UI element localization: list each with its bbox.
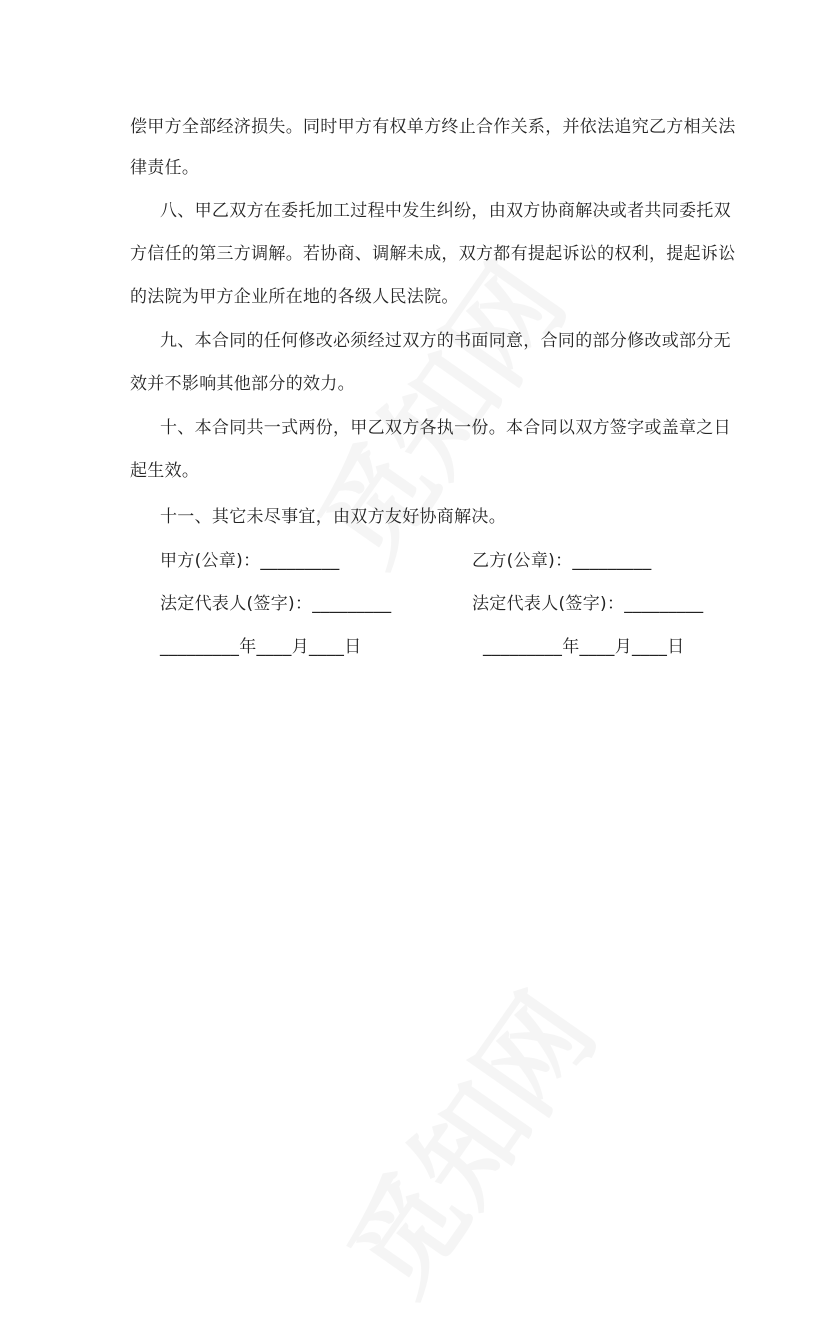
party-b-representative: 法定代表人(签字)：_________: [472, 594, 704, 614]
text-line: 方信任的第三方调解。若协商、调解未成，双方都有提起诉讼的权利，提起诉讼: [130, 244, 736, 264]
party-b-seal: 乙方(公章)：_________: [472, 551, 652, 571]
text-line: 偿甲方全部经济损失。同时甲方有权单方终止合作关系，并依法追究乙方相关法: [130, 117, 736, 137]
clause-8: 八、甲乙双方在委托加工过程中发生纠纷，由双方协商解决或者共同委托双: [160, 201, 731, 221]
party-b-date: _________年____月____日: [483, 637, 685, 657]
watermark-bottom: [306, 959, 625, 1319]
clause-9: 九、本合同的任何修改必须经过双方的书面同意，合同的部分修改或部分无: [160, 331, 731, 351]
clause-10: 十、本合同共一式两份，甲乙双方各执一份。本合同以双方签字或盖章之日: [160, 418, 731, 438]
party-a-representative: 法定代表人(签字)：_________: [160, 594, 392, 614]
text-line: 起生效。: [130, 461, 200, 481]
text-line: 效并不影响其他部分的效力。: [130, 374, 355, 394]
text-line: 的法院为甲方企业所在地的各级人民法院。: [130, 287, 459, 307]
watermark: [276, 229, 595, 590]
clause-11: 十一、其它未尽事宜，由双方友好协商解决。: [160, 507, 506, 527]
party-a-seal: 甲方(公章)：_________: [160, 551, 340, 571]
text-line: 律责任。: [130, 158, 200, 178]
party-a-date: _________年____月____日: [160, 637, 362, 657]
